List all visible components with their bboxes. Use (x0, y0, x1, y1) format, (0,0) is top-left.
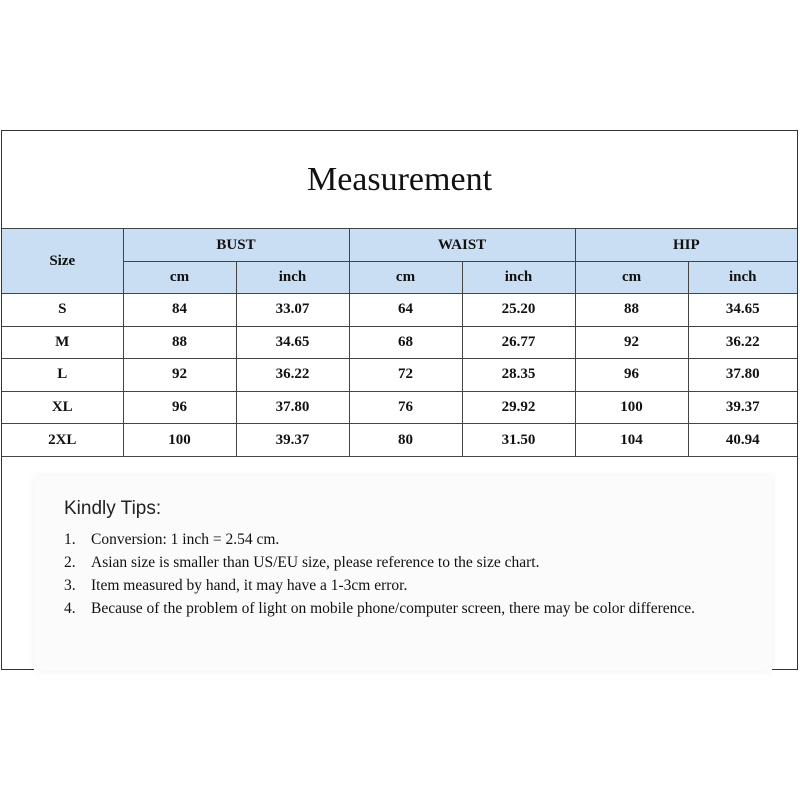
measurement-cell: 28.35 (462, 359, 575, 392)
measurement-cell: 29.92 (462, 391, 575, 424)
size-cell: L (2, 359, 123, 392)
table-row (2, 326, 797, 359)
measurement-cell: 34.65 (236, 326, 349, 359)
size-cell: XL (2, 391, 123, 424)
size-cell: M (2, 326, 123, 359)
measurement-cell: 68 (349, 326, 462, 359)
chart-title: Measurement (306, 160, 493, 198)
measurement-cell: 64 (349, 294, 462, 327)
tip-item (64, 551, 734, 574)
tip-number: 2. (64, 554, 76, 571)
size-table (2, 228, 797, 457)
table-header-row (2, 229, 797, 262)
measurement-cell: 33.07 (236, 294, 349, 327)
group-header-hip: HIP (575, 229, 797, 262)
table-row (2, 359, 797, 392)
unit-header: inch (462, 262, 575, 294)
measurement-cell: 31.50 (462, 424, 575, 457)
size-header: Size (2, 229, 123, 294)
size-cell: 2XL (2, 424, 123, 457)
measurement-cell: 100 (123, 424, 236, 457)
measurement-cell: 84 (123, 294, 236, 327)
measurement-cell: 37.80 (236, 391, 349, 424)
measurement-cell: 39.37 (236, 424, 349, 457)
tip-item (64, 574, 734, 597)
unit-header: cm (349, 262, 462, 294)
tips-panel (34, 476, 772, 671)
size-cell: S (2, 294, 123, 327)
measurement-cell: 26.77 (462, 326, 575, 359)
measurement-cell: 39.37 (688, 391, 797, 424)
tip-number: 1. (64, 531, 76, 548)
table-row (2, 391, 797, 424)
table-row (2, 424, 797, 457)
unit-header: cm (123, 262, 236, 294)
tips-title: Kindly Tips: (64, 498, 162, 519)
table-row (2, 294, 797, 327)
measurement-cell: 40.94 (688, 424, 797, 457)
measurement-cell: 37.80 (688, 359, 797, 392)
unit-header: inch (688, 262, 797, 294)
tip-text: Asian size is smaller than US/EU size, please reference to the size chart. (91, 554, 540, 571)
measurement-cell: 100 (575, 391, 688, 424)
tip-item (64, 528, 734, 551)
table-body (2, 294, 797, 457)
group-header-bust: BUST (123, 229, 349, 262)
tip-item (64, 597, 734, 620)
measurement-cell: 88 (123, 326, 236, 359)
measurement-cell: 25.20 (462, 294, 575, 327)
measurement-cell: 96 (575, 359, 688, 392)
measurement-cell: 92 (123, 359, 236, 392)
measurement-cell: 80 (349, 424, 462, 457)
group-header-waist: WAIST (349, 229, 575, 262)
tip-text: Item measured by hand, it may have a 1-3cm error. (91, 577, 408, 594)
size-chart-frame (1, 130, 798, 670)
measurement-cell: 104 (575, 424, 688, 457)
unit-header: cm (575, 262, 688, 294)
measurement-cell: 92 (575, 326, 688, 359)
measurement-cell: 88 (575, 294, 688, 327)
measurement-cell: 96 (123, 391, 236, 424)
tip-number: 3. (64, 577, 76, 594)
measurement-cell: 72 (349, 359, 462, 392)
unit-header: inch (236, 262, 349, 294)
tip-text: Conversion: 1 inch = 2.54 cm. (91, 531, 280, 548)
measurement-cell: 36.22 (236, 359, 349, 392)
measurement-cell: 34.65 (688, 294, 797, 327)
tip-number: 4. (64, 600, 76, 617)
tip-text: Because of the problem of light on mobile phone/computer screen, there may be color difference. (91, 600, 695, 617)
measurement-cell: 36.22 (688, 326, 797, 359)
tips-list (64, 528, 734, 620)
measurement-cell: 76 (349, 391, 462, 424)
